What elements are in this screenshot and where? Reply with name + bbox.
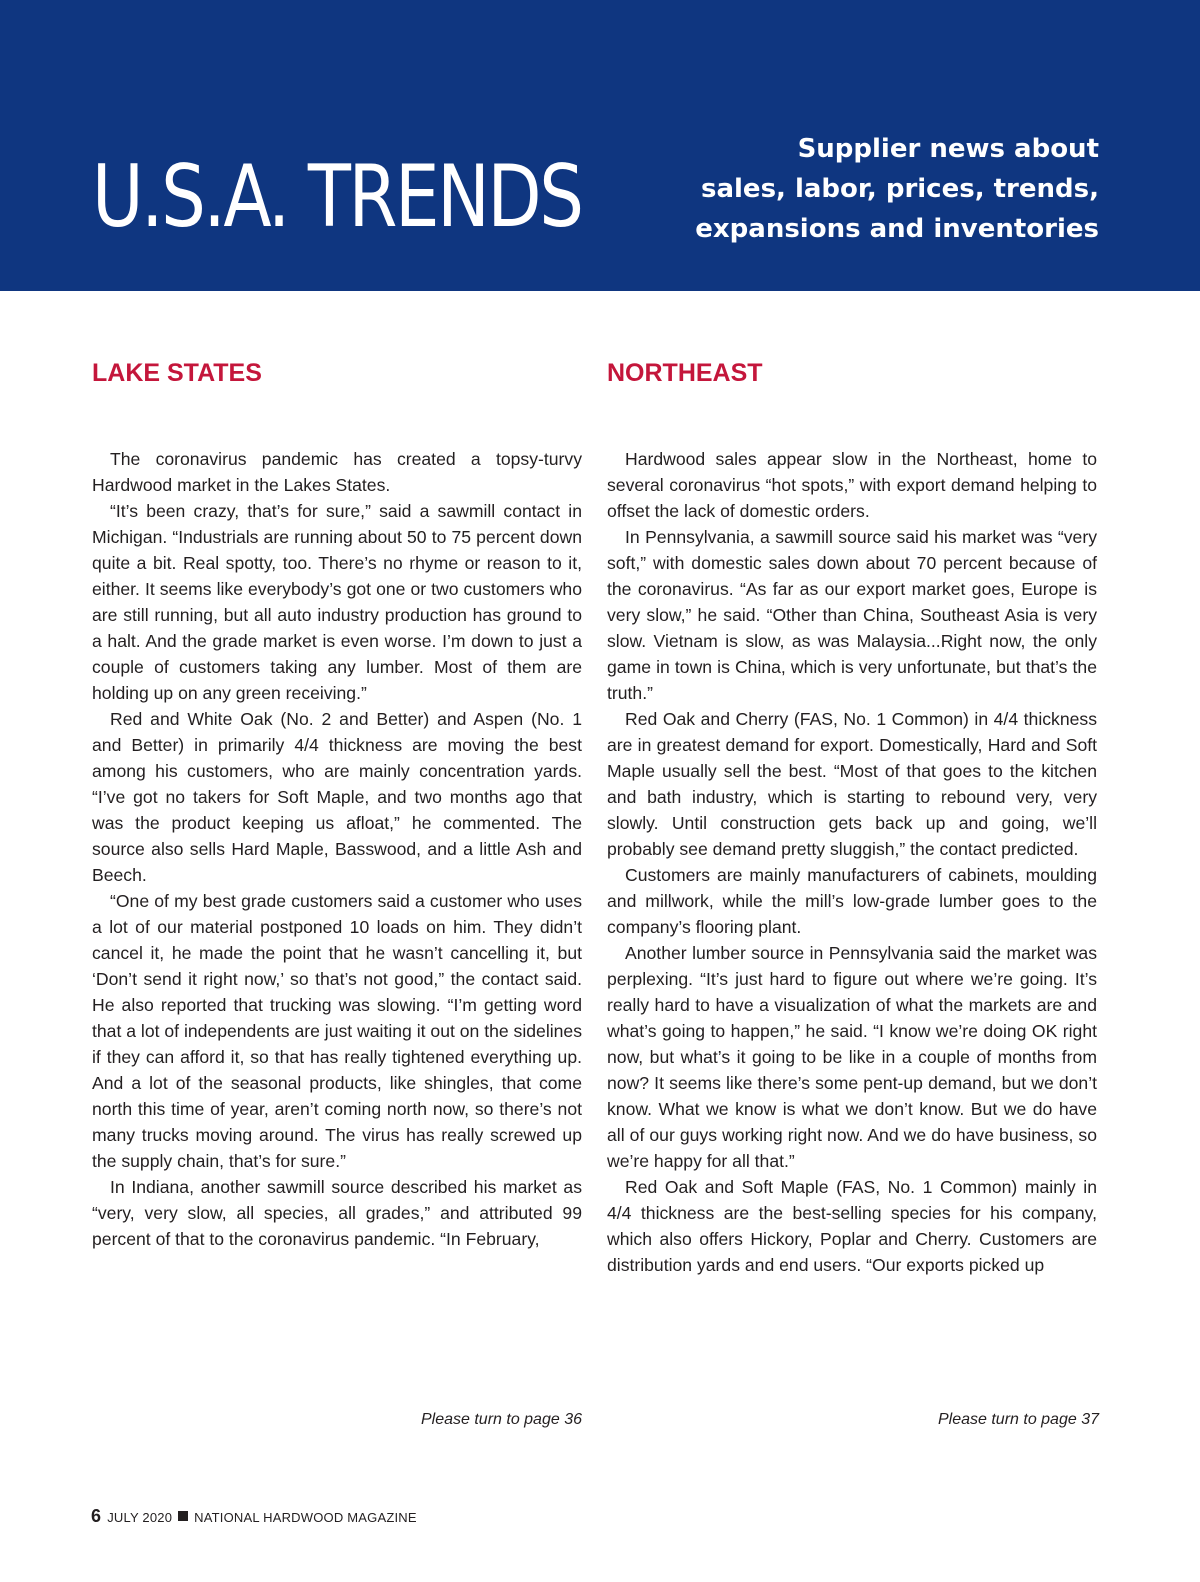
subtitle-line: sales, labor, prices, trends, [701,174,1099,204]
section-title: U.S.A. TRENDS [92,147,582,247]
article-paragraph: In Pennsylvania, a sawmill source said his market was “very soft,” with domestic sales down about 70 percent because of the coronavirus. “As far as our export market goes, Europe is very slow,” he said. “Other than China, Southeast Asia is very slow. Vietnam is slow, as was Malaysia...Right now, the only game in town is China, which is very unfortunate, but that’s the truth.” [607,527,1097,703]
article-paragraph: “It’s been crazy, that’s for sure,” said a sawmill contact in Michigan. “Industrials are running about 50 to 75 percent down quite a bit. Real spotty, too. There’s no rhyme or reason to it, either. It seems like everybody’s got one or two customers who are still running, but all auto industry production has ground to a halt. And the grade market is even worse. I’m down to just a couple of customers taking any lumber. Most of them are holding up on any green receiving.” [92,501,582,703]
header-banner [0,0,1200,291]
northeast-heading: NORTHEAST [607,359,763,387]
publication-name: NATIONAL HARDWOOD MAGAZINE [194,1510,417,1525]
article-paragraph: Red Oak and Cherry (FAS, No. 1 Common) in 4/4 thickness are in greatest demand for export. Domestically, Hard and Soft Maple usually sell the best. “Most of that goes to the kitchen and bath industry, which is starting to rebound very, very slowly. Until construction gets back up and going, we’ll probably see demand pretty sluggish,” the contact predicted. [607,709,1097,859]
article-paragraph: In Indiana, another sawmill source described his market as “very, very slow, all species, all grades,” and attributed 99 percent of that to the coronavirus pandemic. “In February, [92,1177,582,1249]
northeast-article [607,446,1097,1278]
continued-on-page-36: Please turn to page 36 [420,1411,582,1428]
article-paragraph: Red and White Oak (No. 2 and Better) and Aspen (No. 1 and Better) in primarily 4/4 thickness are moving the best among his customers, who are mainly concentration yards. “I’ve got no takers for Soft Maple, and two months ago that was the product keeping us afloat,” he commented. The source also sells Hard Maple, Basswood, and a little Ash and Beech. [92,709,582,885]
article-paragraph: Hardwood sales appear slow in the Northeast, home to several coronavirus “hot spots,” with export demand helping to offset the lack of domestic orders. [607,449,1097,521]
article-paragraph: Another lumber source in Pennsylvania said the market was perplexing. “It’s just hard to figure out where we’re going. It’s really hard to have a visualization of what the markets are and what’s going to happen,” he said. “I know we’re doing OK right now, but what’s it going to be like in a couple of months from now? It seems like there’s some pent-up demand, but we don’t know. What we know is what we don’t know. But we do have all of our guys working right now. And we do have business, so we’re happy for all that.” [607,943,1097,1171]
article-paragraph: Customers are mainly manufacturers of cabinets, moulding and millwork, while the mill’s low-grade lumber goes to the company’s flooring plant. [607,865,1097,937]
page-number: 6 [91,1506,102,1526]
continued-on-page-37: Please turn to page 37 [937,1411,1099,1428]
subtitle-line: expansions and inventories [695,214,1099,244]
page-footer [91,1504,417,1528]
lake-states-heading: LAKE STATES [92,359,262,387]
issue-date: JULY 2020 [107,1510,173,1525]
section-subtitle [579,129,1099,249]
subtitle-line: Supplier news about [797,134,1099,164]
square-separator-icon [178,1511,188,1521]
article-paragraph: Red Oak and Soft Maple (FAS, No. 1 Common) mainly in 4/4 thickness are the best-selling species for his company, which also offers Hickory, Poplar and Cherry. Customers are distribution yards and end users. “Our exports picked up [607,1177,1097,1275]
article-paragraph: “One of my best grade customers said a customer who uses a lot of our material postponed 10 loads on him. They didn’t cancel it, he made the point that he wasn’t cancelling it, but ‘Don’t send it right now,’ so that’s not good,” the contact said. He also reported that trucking was slowing. “I’m getting word that a lot of independents are just waiting it out on the sidelines if they can afford it, so that has really tightened everything up. And a lot of the seasonal products, like shingles, that come north this time of year, aren’t coming north now, so there’s not many trucks moving around. The virus has really screwed up the supply chain, that’s for sure.” [92,891,583,1171]
lake-states-article [92,446,582,1252]
article-paragraph: The coronavirus pandemic has created a topsy-turvy Hardwood market in the Lakes States. [92,449,582,495]
